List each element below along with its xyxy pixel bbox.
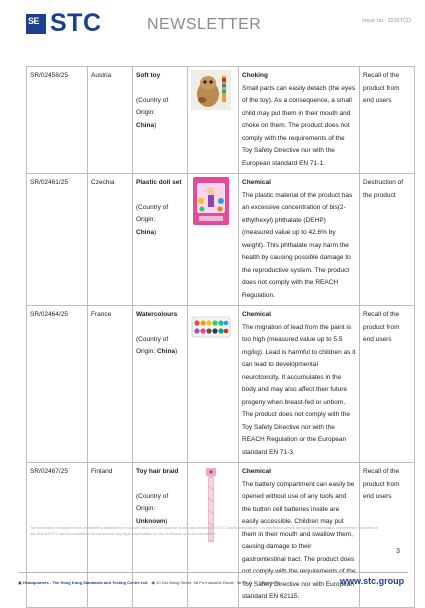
- address-text: 10 Dai Wang Street, Tai Po Industrial Estate, Tai Po, N.T., Hong Kong: [156, 580, 279, 585]
- origin-value: China: [136, 121, 155, 129]
- country-cell: France: [88, 306, 133, 463]
- soft-toy-image: [191, 70, 231, 110]
- product-image-cell: [188, 174, 239, 306]
- origin-label: (Country of: [136, 335, 169, 343]
- origin-label-2: Origin:: [136, 216, 156, 223]
- product-cell: [133, 67, 188, 174]
- page-header: [0, 0, 425, 44]
- risk-description: The battery compartment can easily be opened without use of any tools and the button cell batteries inside are easily accessible. Children may put them in their mouth and swallow them, causing damage to their gastrointestinal tract. The product does not comply with the requirements of the Toy Safety Directive nor with European standard EN 62115.: [242, 480, 356, 600]
- origin-label-2: Origin:: [136, 109, 156, 116]
- country-cell: Czechia: [88, 174, 133, 306]
- origin-label: (Country of: [136, 203, 169, 211]
- country-cell: Austria: [88, 67, 133, 174]
- risk-type: Chemical: [242, 468, 271, 475]
- footer-address: [18, 580, 279, 585]
- issue-number: Issue no.: 3235TCD: [362, 18, 411, 24]
- risk-description: The plastic material of the product has an excessive concentration of bis(2-ethylhexyl) phthalate (DEHP) (measured value up to 42.6% by weight). This phthalate may harm the health by causing possible damage to the reproductive system. The product does not comply with the REACH Regulation.: [242, 191, 353, 299]
- risk-cell: [239, 174, 360, 306]
- disclaimer: The information contained in this newsletter is obtained from sources believed to be accurate to the best knowledge of STC and its subsidiaries. It is distributed without warranty, representation, endorsement or license of any kind and STC and its subsidiaries do not assume any legal responsibility for use or reliance upon the information.: [30, 526, 378, 536]
- measure-cell: Recall of the product from end users: [360, 306, 415, 463]
- risk-description: Small parts can easily detach (the eyes of the toy). As a consequence, a small child may put them in their mouth and choke on them. The product does not comply with the requirements of the Toy Safety Directive nor with the European standard EN 71-1.: [242, 84, 356, 167]
- origin-value: China: [136, 228, 155, 236]
- origin-suffix: ): [165, 517, 168, 525]
- reference-cell: SR/02467/25: [27, 463, 88, 608]
- product-cell: [133, 306, 188, 463]
- risk-cell: [239, 306, 360, 463]
- risk-type: Chemical: [242, 179, 271, 186]
- product-name: Plastic doll set: [136, 179, 182, 186]
- stc-logo-mark: [26, 14, 46, 34]
- reference-cell: SR/02461/25: [27, 174, 88, 306]
- page-number: 3: [396, 548, 400, 555]
- watercolour-palette-image: [191, 309, 231, 345]
- origin-label-2: Origin:: [136, 505, 156, 512]
- stc-logo-text: STC: [50, 9, 102, 37]
- risk-type: Choking: [242, 72, 268, 79]
- table-row: [27, 306, 415, 463]
- origin-suffix: ): [175, 348, 178, 355]
- website-link[interactable]: www.stc.group: [340, 576, 405, 586]
- product-image-cell: [188, 67, 239, 174]
- origin-label: (Country of: [136, 96, 169, 104]
- risk-cell: [239, 67, 360, 174]
- country-cell: Finland: [88, 463, 133, 608]
- reference-cell: SR/02464/25: [27, 306, 88, 463]
- product-name: Toy hair braid: [136, 468, 179, 475]
- origin-label: (Country of: [136, 492, 169, 500]
- reference-cell: SR/02458/25: [27, 67, 88, 174]
- footer-divider: [18, 572, 408, 573]
- location-pin-icon: ◉: [151, 580, 156, 585]
- logo-mark-text: SE: [28, 16, 40, 26]
- table-row: [27, 67, 415, 174]
- product-name: Watercolours: [136, 311, 178, 318]
- origin-suffix: ): [154, 121, 157, 129]
- risk-description: The migration of lead from the paint is too high (measured value up to 5.5 mg/kg). Lead is harmful to children as it can lead to developmental neurotoxicity. It accumulates in the body and may also affect their future progeny when breast-fed or unborn. The product does not comply with the Toy Safety Directive nor with the REACH Regulation or the European standard EN 71-3.: [242, 323, 356, 456]
- risk-type: Chemical: [242, 311, 271, 318]
- origin-suffix: ): [154, 228, 157, 236]
- building-icon: ▣: [18, 580, 22, 585]
- measure-cell: Recall of the product from end users: [360, 67, 415, 174]
- doll-set-image: [191, 177, 231, 225]
- product-image-cell: [188, 306, 239, 463]
- origin-value: China: [156, 348, 176, 355]
- origin-value: Unknown: [136, 517, 166, 525]
- newsletter-title: NEWSLETTER: [147, 16, 262, 33]
- measure-cell: Destruction of the product: [360, 174, 415, 306]
- product-name: Soft toy: [136, 72, 161, 79]
- product-cell: [133, 174, 188, 306]
- origin-label-2: Origin:: [136, 348, 156, 355]
- hq-label: Headquarters - The Hong Kong Standards and Testing Centre Ltd.: [22, 580, 149, 585]
- measure-cell: Recall of the product from end users: [360, 463, 415, 608]
- table-row: [27, 174, 415, 306]
